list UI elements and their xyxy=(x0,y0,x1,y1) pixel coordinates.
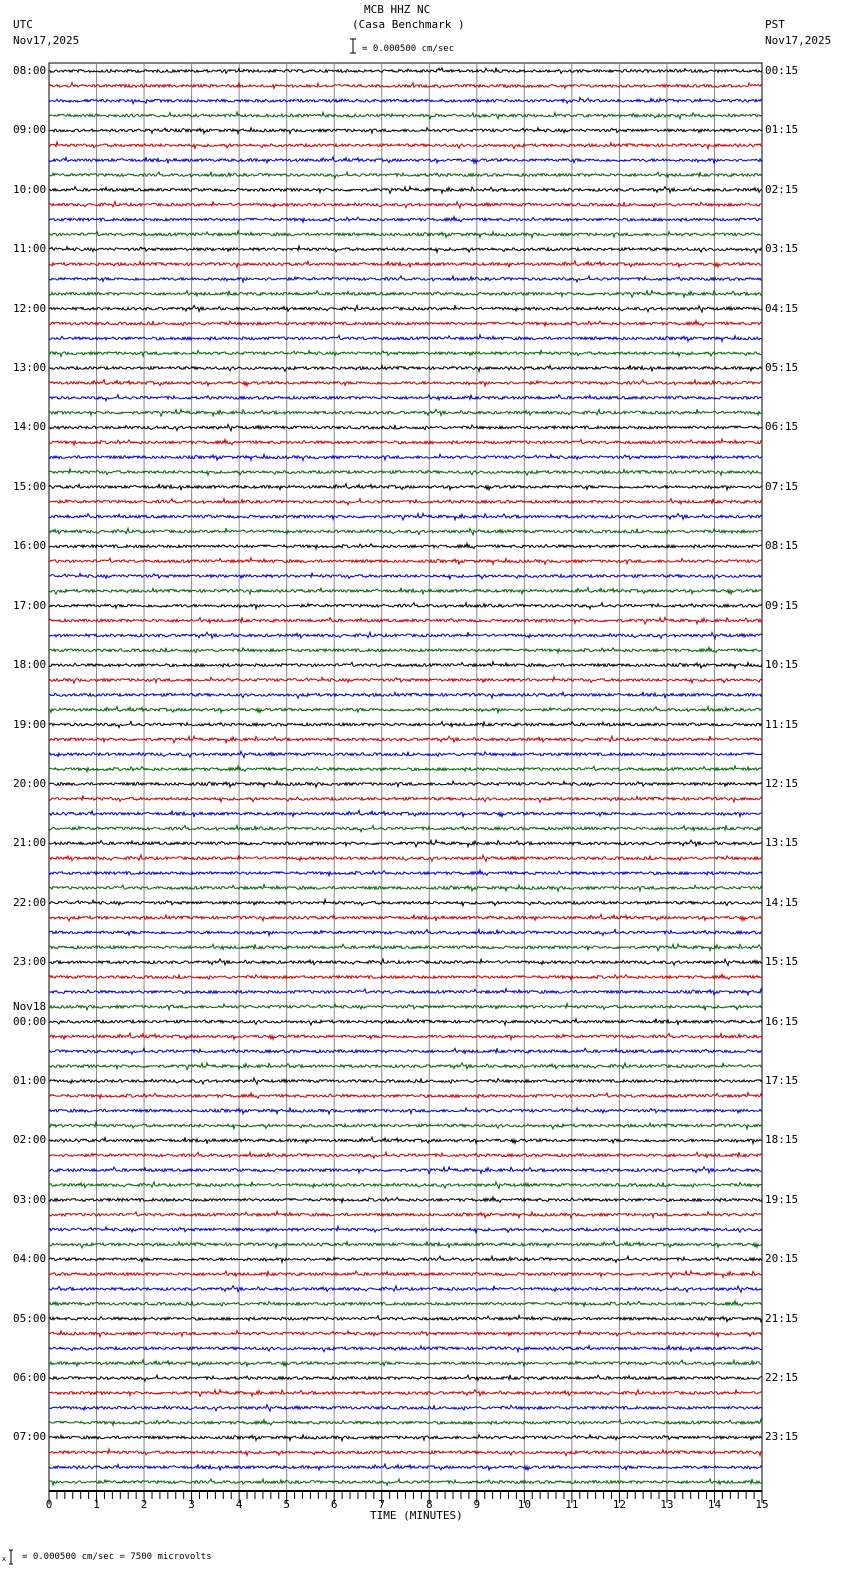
pst-hour-label: 07:15 xyxy=(765,479,799,493)
utc-hour-label: 08:00 xyxy=(13,64,47,77)
pst-hour-label: 04:15 xyxy=(765,301,799,315)
seismic-trace xyxy=(49,425,762,431)
seismic-trace xyxy=(49,736,762,743)
x-tick-label: 10 xyxy=(517,1498,531,1511)
seismic-trace xyxy=(49,365,762,372)
seismic-trace xyxy=(49,409,762,416)
seismic-trace xyxy=(49,1019,762,1025)
seismic-trace xyxy=(49,1197,762,1203)
seismic-trace xyxy=(49,721,762,727)
seismic-trace xyxy=(49,217,762,223)
x-tick-label: 13 xyxy=(660,1498,674,1511)
x-tick-label: 12 xyxy=(612,1498,627,1511)
utc-hour-label: 23:00 xyxy=(13,955,47,969)
seismic-trace xyxy=(49,172,762,178)
utc-hour-label: 06:00 xyxy=(13,1371,47,1385)
pst-hour-label: 05:15 xyxy=(765,361,799,375)
right-date: Nov17,2025 xyxy=(765,34,832,47)
seismic-trace xyxy=(49,1137,762,1144)
right-timezone: PST xyxy=(765,18,785,31)
seismic-trace xyxy=(49,1078,762,1084)
seismic-trace xyxy=(49,335,762,342)
utc-hour-label: 04:00 xyxy=(13,1252,47,1266)
seismic-trace xyxy=(49,1003,762,1010)
x-tick-label: 0 xyxy=(45,1498,53,1511)
seismic-trace xyxy=(49,1479,762,1485)
x-tick-label: 7 xyxy=(378,1498,386,1511)
station-subtitle: (Casa Benchmark ) xyxy=(352,18,465,31)
seismic-trace xyxy=(49,83,762,89)
seismic-trace xyxy=(49,944,762,951)
pst-hour-label: 17:15 xyxy=(765,1074,799,1087)
x-tick-label: 1 xyxy=(93,1498,100,1511)
seismic-trace xyxy=(49,1271,762,1278)
utc-hour-label: 14:00 xyxy=(13,420,47,434)
seismic-trace xyxy=(49,1108,762,1114)
pst-hour-label: 13:15 xyxy=(765,836,799,850)
seismic-trace xyxy=(49,959,762,966)
x-tick-label: 14 xyxy=(707,1498,722,1511)
pst-hour-label: 19:15 xyxy=(765,1192,799,1206)
seismic-trace xyxy=(49,1449,762,1456)
utc-hour-label: 07:00 xyxy=(13,1430,47,1444)
pst-hour-label: 08:15 xyxy=(765,539,799,553)
seismic-trace xyxy=(49,201,762,208)
seismic-trace xyxy=(49,1152,762,1158)
pst-hour-label: 03:15 xyxy=(765,242,799,256)
seismic-trace xyxy=(49,543,762,549)
seismic-trace xyxy=(49,98,762,104)
left-timezone: UTC xyxy=(13,18,33,31)
left-date: Nov17,2025 xyxy=(13,34,80,47)
utc-hour-label: 22:00 xyxy=(13,895,47,909)
utc-hour-label: 13:00 xyxy=(13,361,47,375)
seismic-trace xyxy=(49,781,762,787)
seismic-trace xyxy=(49,1315,762,1322)
seismic-trace xyxy=(49,1063,762,1070)
seismic-trace xyxy=(49,1405,762,1411)
seismic-trace xyxy=(49,1241,762,1248)
seismic-trace xyxy=(49,588,762,595)
seismic-trace xyxy=(49,989,762,996)
footer-scale-icon xyxy=(2,1549,18,1569)
seismic-trace xyxy=(49,1345,762,1351)
pst-hour-label: 00:15 xyxy=(765,64,799,77)
seismic-trace xyxy=(49,1048,762,1054)
seismic-trace xyxy=(49,603,762,609)
seismic-trace xyxy=(49,142,762,149)
x-tick-label: 4 xyxy=(235,1498,243,1511)
seismic-trace xyxy=(49,1375,762,1381)
utc-hour-label: 16:00 xyxy=(13,539,47,553)
seismic-trace xyxy=(49,187,762,194)
scale-text: = 0.000500 cm/sec xyxy=(362,44,455,54)
utc-hour-label: 01:00 xyxy=(13,1074,47,1087)
seismic-trace xyxy=(49,321,762,327)
seismic-trace xyxy=(49,825,762,831)
seismic-trace xyxy=(49,128,762,134)
seismic-trace xyxy=(49,662,762,669)
seismic-trace xyxy=(49,112,762,119)
seismic-trace xyxy=(49,157,762,164)
plot-frame xyxy=(49,63,762,1491)
seismic-trace xyxy=(49,1092,762,1098)
pst-hour-label: 15:15 xyxy=(765,955,799,969)
pst-hour-label: 06:15 xyxy=(765,420,799,434)
seismic-trace xyxy=(49,1301,762,1307)
seismic-trace xyxy=(49,1211,762,1218)
x-tick-label: 5 xyxy=(283,1498,290,1511)
utc-hour-label: 09:00 xyxy=(13,123,47,137)
x-tick-label: 3 xyxy=(188,1498,195,1511)
x-tick-label: 8 xyxy=(425,1498,433,1511)
seismic-trace xyxy=(49,276,762,282)
seismic-trace xyxy=(49,632,762,639)
seismic-trace xyxy=(49,350,762,357)
utc-hour-label: 18:00 xyxy=(13,658,47,672)
pst-hour-label: 16:15 xyxy=(765,1014,799,1028)
seismic-trace xyxy=(49,1330,762,1337)
pst-hour-label: 09:15 xyxy=(765,598,799,612)
date-change-label: Nov18 xyxy=(13,999,47,1013)
x-tick-label: 6 xyxy=(330,1498,338,1511)
seismic-trace xyxy=(49,439,762,445)
seismic-trace xyxy=(49,914,762,921)
seismic-trace xyxy=(49,305,762,312)
seismic-trace xyxy=(49,692,762,698)
seismic-trace xyxy=(49,766,762,772)
seismic-trace xyxy=(49,513,762,520)
seismic-trace xyxy=(49,1360,762,1366)
pst-hour-label: 01:15 xyxy=(765,123,799,137)
pst-hour-label: 11:15 xyxy=(765,717,799,731)
seismic-trace xyxy=(49,677,762,684)
utc-hour-label: 03:00 xyxy=(13,1192,47,1206)
seismic-trace xyxy=(49,930,762,936)
pst-hour-label: 21:15 xyxy=(765,1311,799,1325)
utc-hour-label: 19:00 xyxy=(13,717,47,731)
x-tick-label: 2 xyxy=(140,1498,148,1511)
seismic-trace xyxy=(49,870,762,876)
seismic-trace xyxy=(49,499,762,505)
seismic-trace xyxy=(49,291,762,298)
seismic-trace xyxy=(49,899,762,905)
utc-hour-label: 20:00 xyxy=(13,776,47,790)
seismic-trace xyxy=(49,454,762,460)
seismic-trace xyxy=(49,1419,762,1425)
x-tick-label: 15 xyxy=(755,1498,769,1511)
seismic-trace xyxy=(49,706,762,712)
pst-hour-label: 10:15 xyxy=(765,658,799,672)
seismic-trace xyxy=(49,1182,762,1189)
seismic-trace xyxy=(49,68,762,74)
x-axis-label: TIME (MINUTES) xyxy=(370,1509,463,1522)
seismic-trace xyxy=(49,1435,762,1441)
seismic-trace xyxy=(49,1033,762,1039)
seismic-trace xyxy=(49,395,762,401)
svg-text:x: x xyxy=(2,1555,7,1563)
seismic-trace xyxy=(49,484,762,491)
seismic-trace xyxy=(49,840,762,847)
utc-hour-label: 17:00 xyxy=(13,598,47,612)
seismic-trace xyxy=(49,974,762,980)
utc-hour-label: 05:00 xyxy=(13,1311,47,1325)
seismic-trace xyxy=(49,261,762,268)
pst-hour-label: 22:15 xyxy=(765,1371,799,1385)
footer-scale-text: = 0.000500 cm/sec = 7500 microvolts xyxy=(22,1552,212,1562)
seismic-trace xyxy=(49,647,762,653)
utc-hour-label: 21:00 xyxy=(13,836,47,850)
seismic-trace xyxy=(49,855,762,862)
utc-hour-label: 11:00 xyxy=(13,242,47,256)
seismic-trace xyxy=(49,795,762,802)
seismic-trace xyxy=(49,1226,762,1232)
seismic-trace xyxy=(49,469,762,476)
pst-hour-label: 02:15 xyxy=(765,182,799,196)
utc-hour-label: 02:00 xyxy=(13,1133,47,1147)
utc-hour-label: 12:00 xyxy=(13,301,47,315)
pst-hour-label: 18:15 xyxy=(765,1133,799,1147)
seismic-trace xyxy=(49,380,762,386)
pst-hour-label: 12:15 xyxy=(765,776,799,790)
station-title: MCB HHZ NC xyxy=(364,3,431,16)
pst-hour-label: 14:15 xyxy=(765,895,799,909)
seismic-trace xyxy=(49,1167,762,1174)
seismic-trace xyxy=(49,810,762,817)
utc-hour-label: 10:00 xyxy=(13,182,47,196)
seismic-trace xyxy=(49,1122,762,1129)
seismic-trace xyxy=(49,1464,762,1471)
seismic-trace xyxy=(49,573,762,579)
seismic-trace xyxy=(49,528,762,535)
seismic-trace xyxy=(49,1256,762,1262)
pst-hour-label: 23:15 xyxy=(765,1430,799,1444)
seismic-trace xyxy=(49,1286,762,1293)
seismic-trace xyxy=(49,617,762,624)
pst-hour-label: 20:15 xyxy=(765,1252,799,1266)
utc-hour-label: 00:00 xyxy=(13,1014,47,1028)
utc-hour-label: 15:00 xyxy=(13,479,47,493)
seismic-trace xyxy=(49,1390,762,1397)
seismic-trace xyxy=(49,246,762,253)
seismic-trace xyxy=(49,558,762,565)
x-tick-label: 11 xyxy=(565,1498,579,1511)
seismic-trace xyxy=(49,751,762,757)
seismic-trace xyxy=(49,231,762,238)
seismic-trace xyxy=(49,885,762,892)
x-tick-label: 9 xyxy=(473,1498,481,1511)
